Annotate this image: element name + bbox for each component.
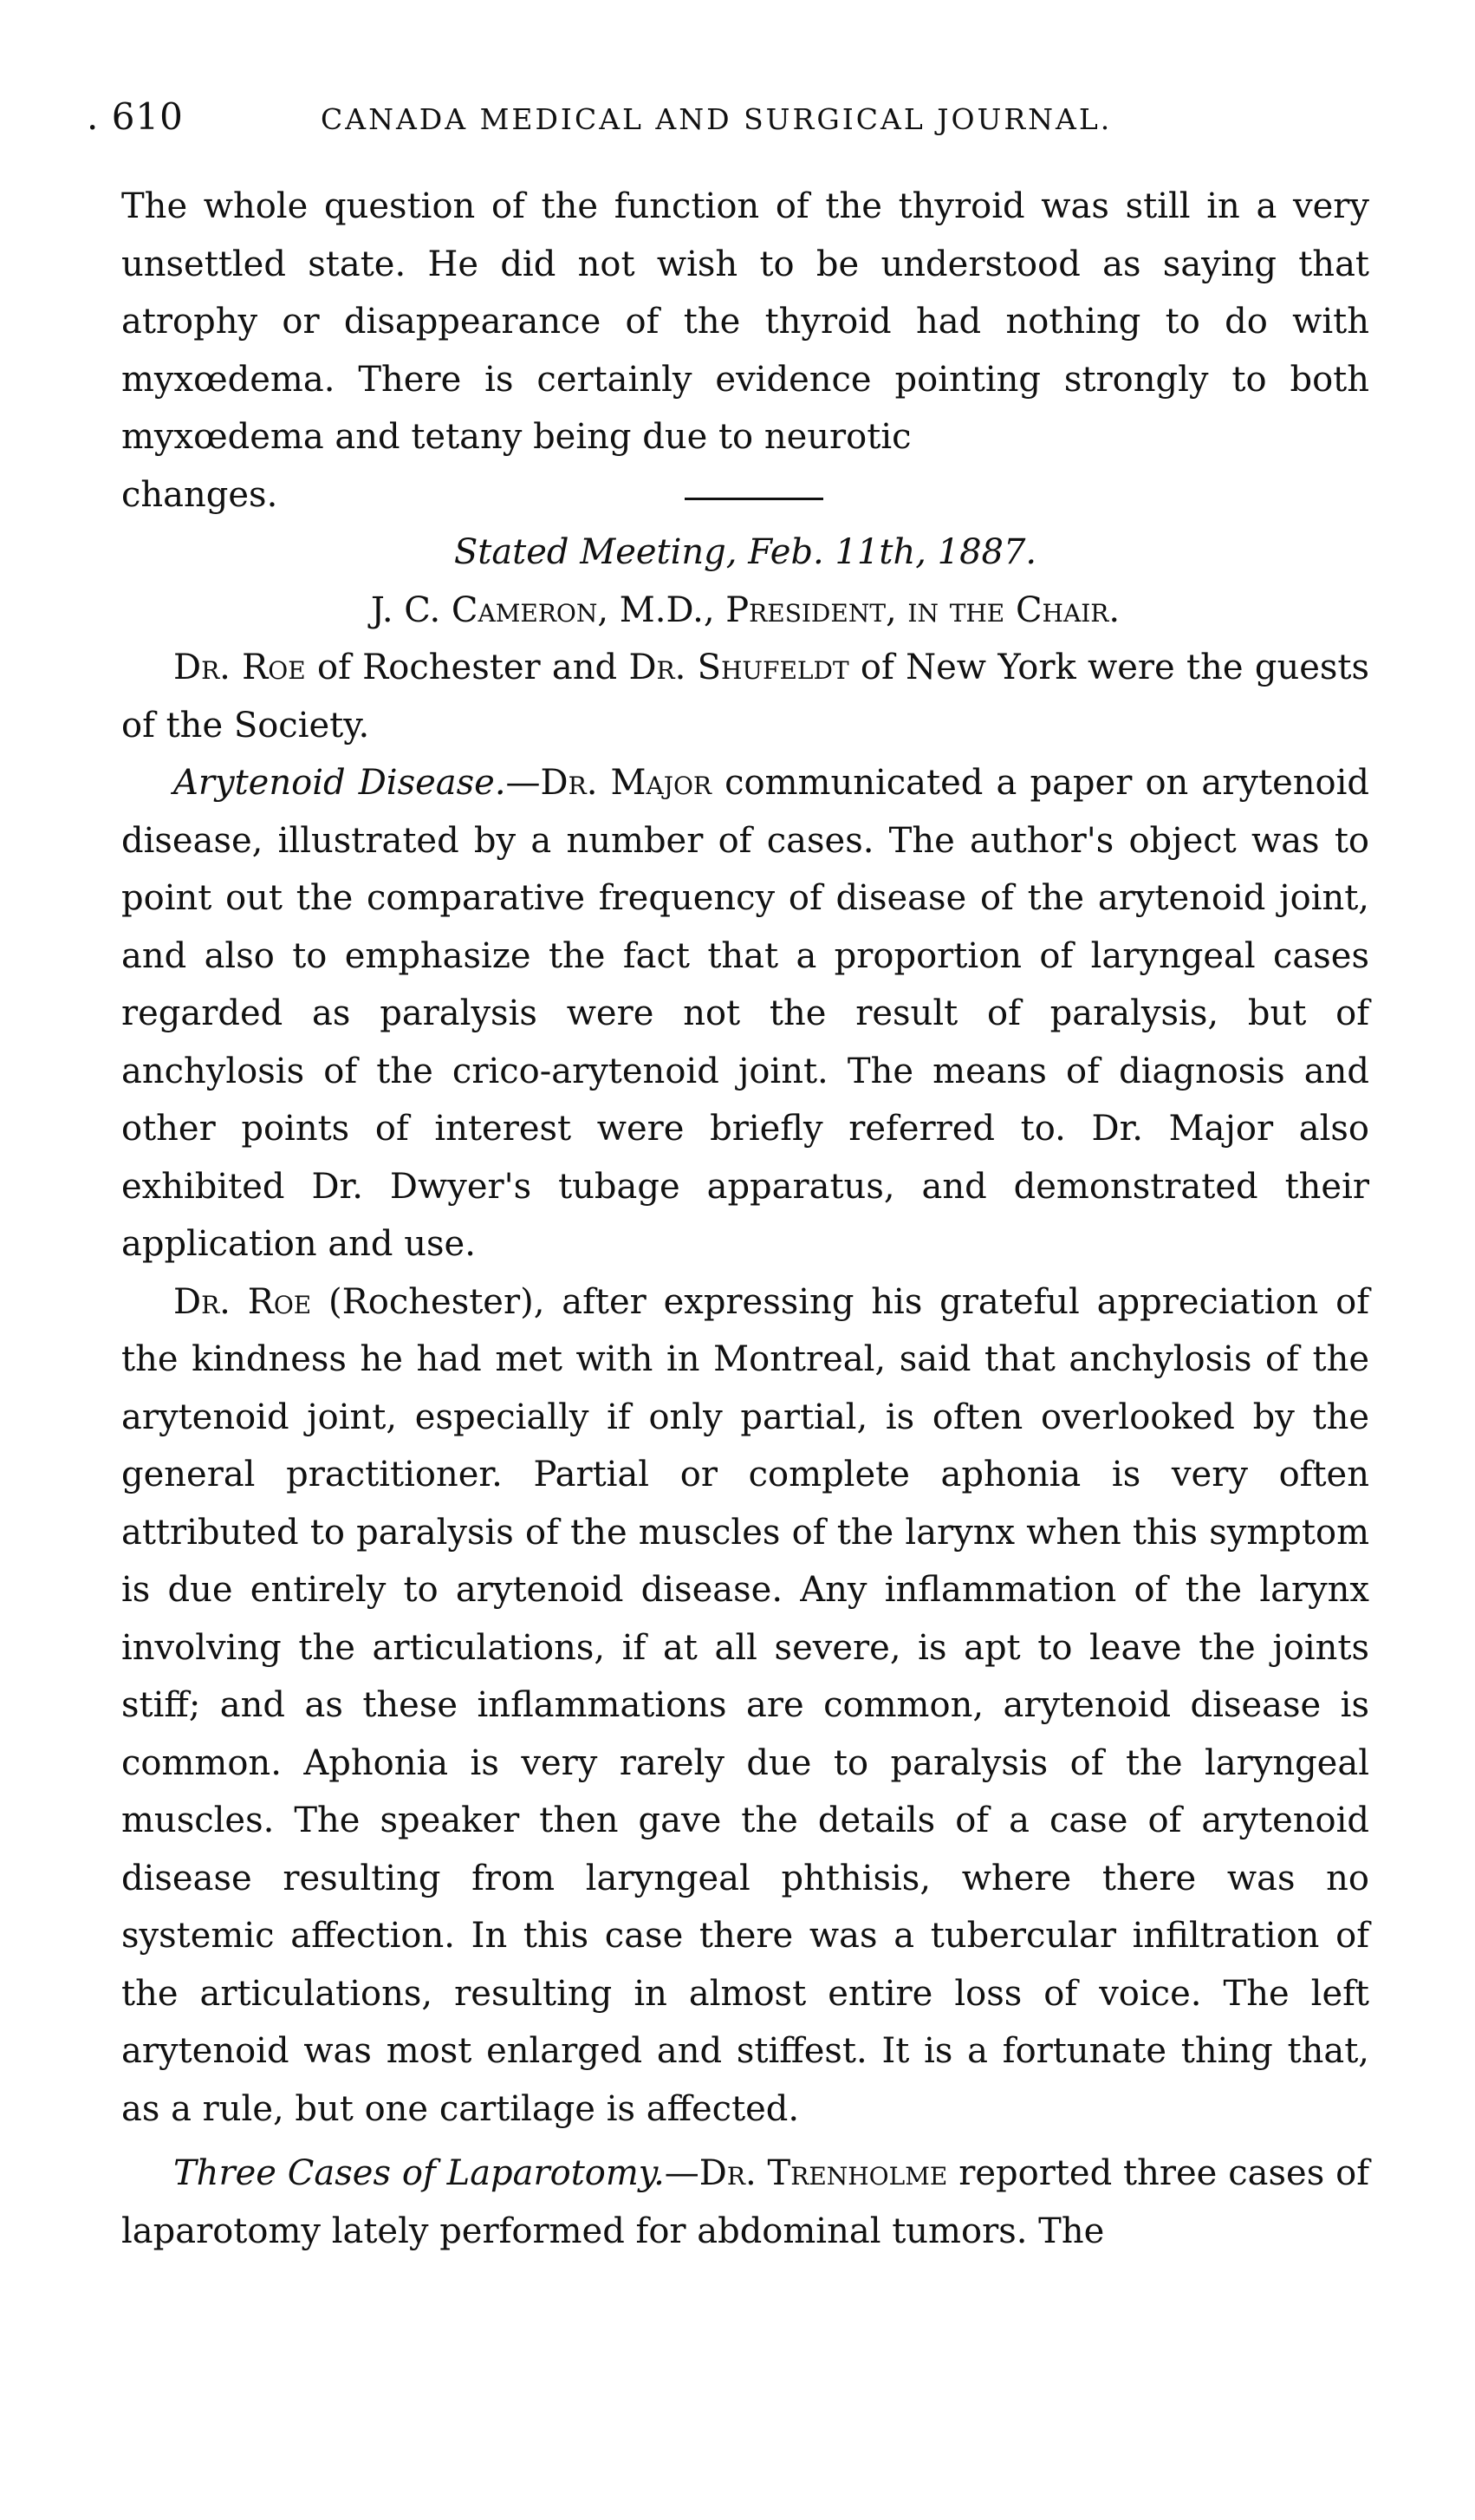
paragraph-thyroid-last-word: changes. [121,474,278,515]
arytenoid-dash: — [505,763,541,803]
paragraph-thyroid-end [121,466,1369,524]
page-number: . 610 [87,95,184,138]
roe-text: (Rochester), after expressing his grateful appreciation of the kindness he had met with in Montreal, said that anchylosis of the arytenoid joint, especially if only partial, is often overlooked by the general practitioner. Partial or complete aphonia is very often attributed to paralysis of the muscles of the larynx when this symptom is due entirely to arytenoid disease. Any inflammation of the larynx involving the articulations, if at all severe, is apt to leave the joints stiff; and as these inflammations are common, arytenoid disease is common. Aphonia is very rarely due to paralysis of the laryngeal muscles. The speaker then gave the details of a case of arytenoid disease resulting from laryngeal phthisis, where there was no systemic affection. In this case there was a tubercular infiltration of the articulations, resulting in almost entire loss of voice. The left arytenoid was most enlarged and stiffest. It is a fortunate thing that, as a rule, but one cartilage is affected. [121,1281,1370,2129]
arytenoid-text: communicated a paper on arytenoid disease, illustrated by a number of cases. The author's object was to point out the comparative frequency of disease of the arytenoid joint, and also to emphasize the fact that a proportion of laryngeal cases regarded as paralysis were not the result of paralysis, but of anchylosis of the crico-arytenoid joint. The means of diagnosis and other points of interest were briefly referred to. Dr. Major also exhibited Dr. Dwyer's tubage apparatus, and demonstrated their application and use. [121,763,1369,1264]
paragraph-guests [121,639,1369,754]
guests-middle: of Rochester and [305,648,629,687]
guest-shufeldt: Dr. Shufeldt [628,648,849,687]
paragraph-roe [121,1273,1369,2139]
arytenoid-speaker: Dr. Major [540,763,712,803]
body-text [121,178,1369,2260]
page-header [87,95,1395,147]
arytenoid-title: Arytenoid Disease. [173,763,506,803]
laparotomy-title: Three Cases of Laparotomy. [173,2153,665,2193]
laparotomy-dash: — [664,2153,699,2193]
laparotomy-text: reported three cases of laparotomy lately performed for abdominal tumors. The [121,2153,1369,2251]
running-head: CANADA MEDICAL AND SURGICAL JOURNAL. [321,102,1113,136]
paragraph-arytenoid [121,754,1369,1273]
paragraph-thyroid [121,178,1369,466]
guests-end: of New York were the guests of the Society. [121,648,1369,746]
paragraph-laparotomy [121,2145,1369,2260]
laparotomy-speaker: Dr. Trenholme [699,2153,948,2193]
guest-roe: Dr. Roe [173,648,306,687]
section-divider [685,498,823,500]
paragraph-thyroid-text: The whole question of the function of the thyroid was still in a very unsettled state. He did not wish to be understood as saying that atrophy or disappearance of the thyroid had nothing to do with myxœdema. There is certainly evidence pointing strongly to both myxœdema and tetany being due to neurotic [121,186,1369,457]
meeting-heading: Stated Meeting, Feb. 11th, 1887. [453,532,1037,572]
roe-speaker: Dr. Roe [173,1281,312,1322]
chair-line: J. C. Cameron, M.D., President, in the Chair. [370,589,1121,630]
